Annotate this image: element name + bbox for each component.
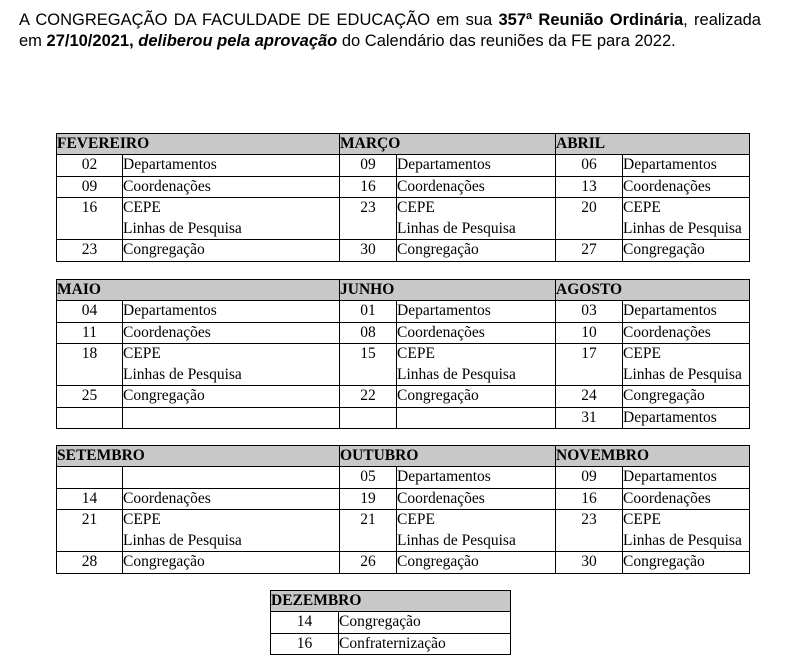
event-empty bbox=[123, 467, 340, 489]
table-row bbox=[271, 633, 511, 655]
day-cell: 04 bbox=[57, 301, 123, 323]
calendar-table-feb-apr bbox=[56, 133, 750, 262]
event-cepe: CEPE Linhas de Pesquisa bbox=[397, 344, 556, 386]
event-coordenacoes: Coordenações bbox=[123, 176, 340, 198]
table-row bbox=[57, 467, 750, 489]
day-cell: 09 bbox=[556, 467, 623, 489]
day-cell: 24 bbox=[556, 386, 623, 408]
event-departamentos: Departamentos bbox=[623, 407, 750, 429]
event-departamentos: Departamentos bbox=[397, 155, 556, 177]
day-cell bbox=[340, 407, 397, 429]
day-cell: 21 bbox=[57, 510, 123, 552]
day-cell: 23 bbox=[556, 510, 623, 552]
table-row bbox=[57, 198, 750, 240]
day-cell: 31 bbox=[556, 407, 623, 429]
event-departamentos: Departamentos bbox=[397, 467, 556, 489]
day-cell: 14 bbox=[57, 488, 123, 510]
table-row bbox=[57, 344, 750, 386]
day-cell: 11 bbox=[57, 322, 123, 344]
event-departamentos: Departamentos bbox=[623, 467, 750, 489]
event-coordenacoes: Coordenações bbox=[623, 488, 750, 510]
day-cell: 09 bbox=[57, 176, 123, 198]
day-cell: 16 bbox=[271, 633, 339, 655]
month-header-agosto: AGOSTO bbox=[556, 280, 750, 301]
day-cell: 13 bbox=[556, 176, 623, 198]
day-cell: 18 bbox=[57, 344, 123, 386]
day-cell: 26 bbox=[340, 552, 397, 574]
table-row bbox=[57, 322, 750, 344]
event-congregacao: Congregação bbox=[623, 386, 750, 408]
day-cell: 20 bbox=[556, 198, 623, 240]
day-cell bbox=[57, 407, 123, 429]
event-confraternizacao: Confraternização bbox=[339, 633, 511, 655]
month-header-junho: JUNHO bbox=[340, 280, 556, 301]
intro-text-1: A CONGREGAÇÃO DA FACULDADE DE EDUCAÇÃO em sua bbox=[19, 11, 499, 29]
day-cell: 01 bbox=[340, 301, 397, 323]
month-header-dezembro: DEZEMBRO bbox=[271, 591, 511, 612]
event-cepe: CEPE Linhas de Pesquisa bbox=[123, 344, 340, 386]
month-header-marco: MARÇO bbox=[340, 134, 556, 155]
event-cepe: CEPE Linhas de Pesquisa bbox=[623, 344, 750, 386]
month-header-novembro: NOVEMBRO bbox=[556, 446, 750, 467]
event-congregacao: Congregação bbox=[339, 612, 511, 634]
day-cell: 05 bbox=[340, 467, 397, 489]
day-cell: 10 bbox=[556, 322, 623, 344]
day-cell: 03 bbox=[556, 301, 623, 323]
month-header-maio: MAIO bbox=[57, 280, 340, 301]
month-header-outubro: OUTUBRO bbox=[340, 446, 556, 467]
event-congregacao: Congregação bbox=[123, 552, 340, 574]
meeting-date: 27/10/2021, bbox=[46, 32, 134, 50]
event-congregacao: Congregação bbox=[623, 240, 750, 262]
day-cell: 30 bbox=[556, 552, 623, 574]
event-congregacao: Congregação bbox=[397, 386, 556, 408]
day-cell bbox=[57, 467, 123, 489]
month-header-setembro: SETEMBRO bbox=[57, 446, 340, 467]
day-cell: 23 bbox=[340, 198, 397, 240]
event-coordenacoes: Coordenações bbox=[397, 176, 556, 198]
event-cepe: CEPE Linhas de Pesquisa bbox=[623, 198, 750, 240]
event-departamentos: Departamentos bbox=[123, 155, 340, 177]
calendar-table-dec bbox=[270, 590, 511, 655]
day-cell: 14 bbox=[271, 612, 339, 634]
event-coordenacoes: Coordenações bbox=[397, 488, 556, 510]
event-cepe: CEPE Linhas de Pesquisa bbox=[397, 510, 556, 552]
day-cell: 17 bbox=[556, 344, 623, 386]
day-cell: 30 bbox=[340, 240, 397, 262]
event-congregacao: Congregação bbox=[123, 386, 340, 408]
day-cell: 02 bbox=[57, 155, 123, 177]
table-row bbox=[57, 510, 750, 552]
table-row bbox=[57, 386, 750, 408]
event-departamentos: Departamentos bbox=[397, 301, 556, 323]
table-row bbox=[57, 552, 750, 574]
day-cell: 23 bbox=[57, 240, 123, 262]
day-cell: 16 bbox=[340, 176, 397, 198]
day-cell: 16 bbox=[556, 488, 623, 510]
meeting-number: 357ª Reunião Ordinária bbox=[498, 11, 684, 29]
event-cepe: CEPE Linhas de Pesquisa bbox=[123, 510, 340, 552]
event-congregacao: Congregação bbox=[397, 552, 556, 574]
day-cell: 06 bbox=[556, 155, 623, 177]
event-congregacao: Congregação bbox=[623, 552, 750, 574]
deliberation-text: deliberou pela aprovação bbox=[138, 32, 338, 50]
calendar-table-sep-nov bbox=[56, 445, 750, 574]
day-cell: 22 bbox=[340, 386, 397, 408]
day-cell: 25 bbox=[57, 386, 123, 408]
table-row bbox=[57, 407, 750, 429]
day-cell: 28 bbox=[57, 552, 123, 574]
day-cell: 16 bbox=[57, 198, 123, 240]
event-coordenacoes: Coordenações bbox=[123, 322, 340, 344]
event-coordenacoes: Coordenações bbox=[623, 322, 750, 344]
table-row bbox=[57, 240, 750, 262]
intro-text-2: , realizada em bbox=[19, 11, 761, 50]
day-cell: 09 bbox=[340, 155, 397, 177]
calendar-table-may-aug bbox=[56, 279, 750, 429]
table-row bbox=[57, 301, 750, 323]
event-departamentos: Departamentos bbox=[123, 301, 340, 323]
event-cepe: CEPE Linhas de Pesquisa bbox=[623, 510, 750, 552]
event-coordenacoes: Coordenações bbox=[397, 322, 556, 344]
event-departamentos: Departamentos bbox=[623, 301, 750, 323]
event-coordenacoes: Coordenações bbox=[123, 488, 340, 510]
intro-paragraph bbox=[19, 10, 761, 52]
day-cell: 21 bbox=[340, 510, 397, 552]
day-cell: 19 bbox=[340, 488, 397, 510]
table-row bbox=[57, 155, 750, 177]
event-cepe: CEPE Linhas de Pesquisa bbox=[123, 198, 340, 240]
day-cell: 15 bbox=[340, 344, 397, 386]
event-congregacao: Congregação bbox=[123, 240, 340, 262]
day-cell: 27 bbox=[556, 240, 623, 262]
event-empty bbox=[123, 407, 340, 429]
event-empty bbox=[397, 407, 556, 429]
table-row bbox=[57, 176, 750, 198]
event-departamentos: Departamentos bbox=[623, 155, 750, 177]
month-header-fevereiro: FEVEREIRO bbox=[57, 134, 340, 155]
event-coordenacoes: Coordenações bbox=[623, 176, 750, 198]
month-header-abril: ABRIL bbox=[556, 134, 750, 155]
event-cepe: CEPE Linhas de Pesquisa bbox=[397, 198, 556, 240]
intro-text-3: do Calendário das reuniões da FE para 2022. bbox=[337, 32, 676, 50]
table-row bbox=[57, 488, 750, 510]
event-congregacao: Congregação bbox=[397, 240, 556, 262]
table-row bbox=[271, 612, 511, 634]
day-cell: 08 bbox=[340, 322, 397, 344]
